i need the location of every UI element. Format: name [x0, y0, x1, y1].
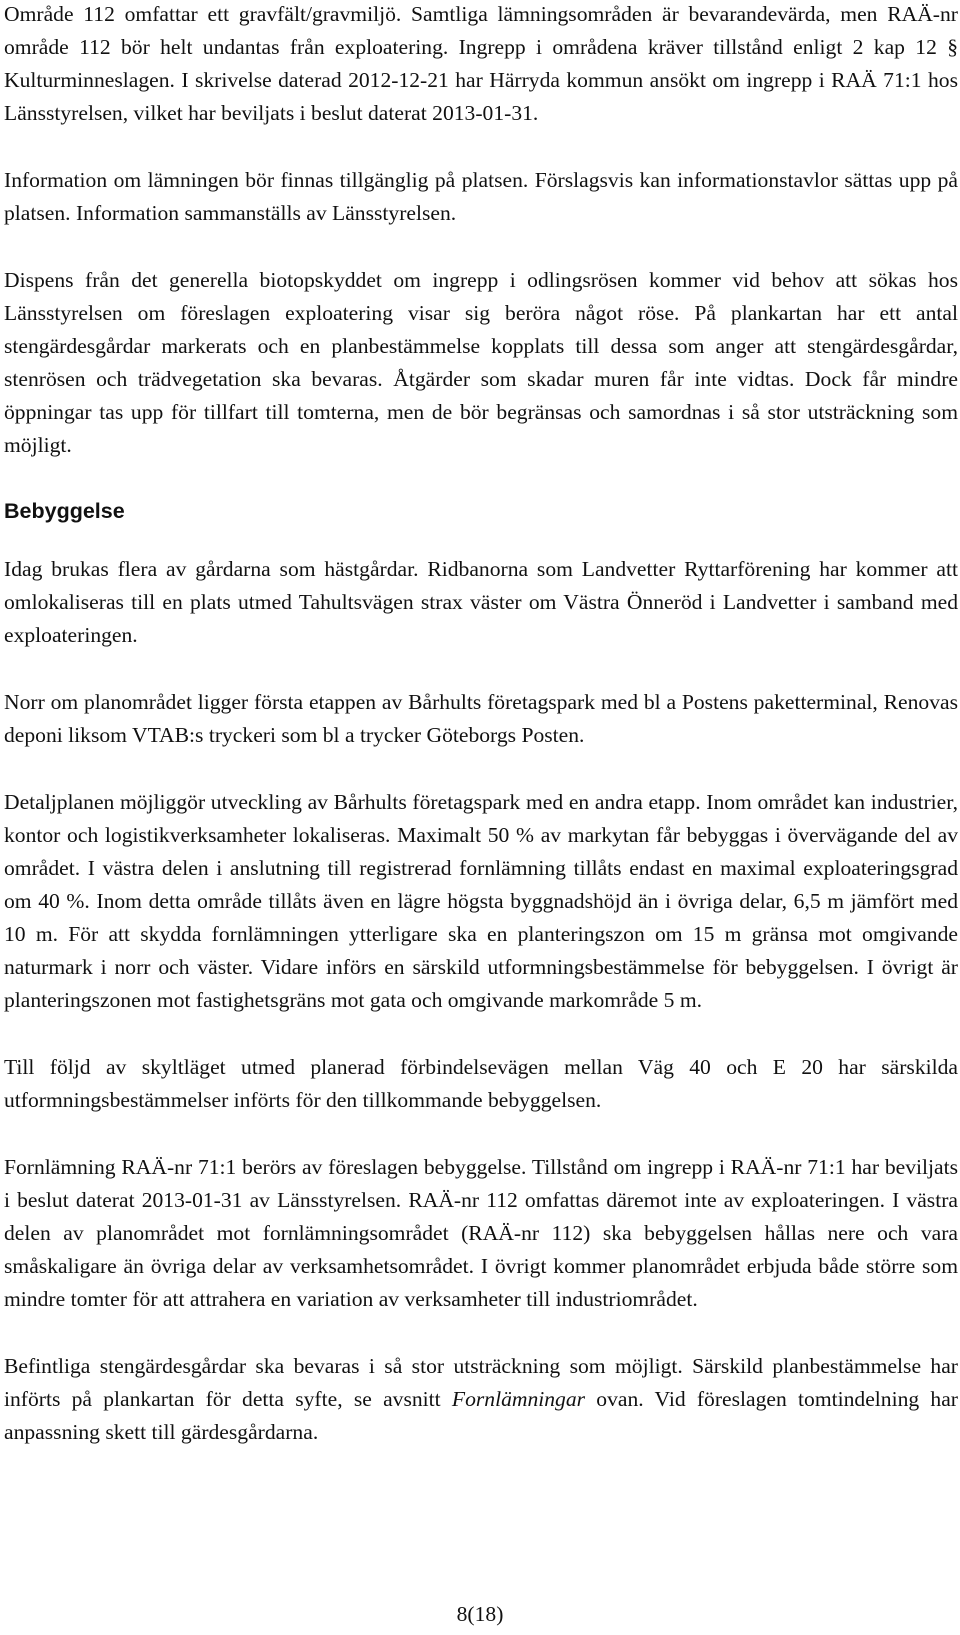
document-body: [4, 0, 958, 1483]
section-heading-bebyggelse: Bebyggelse: [4, 499, 125, 523]
paragraph-text-end: ovan. Vid föreslagen tomtindelning har anpassning skett till gärdesgårdarna.: [4, 1387, 958, 1444]
paragraph-information: Information om lämningen bör finnas tillgänglig på platsen. Förslagsvis kan informationstavlor sättas upp på platsen. Information sammanställs av Länsstyrelsen.: [4, 168, 958, 225]
paragraph-gravfalt: Område 112 omfattar ett gravfält/gravmiljö. Samtliga lämningsområden är bevarandevärda, men RAÄ-nr område 112 bör helt undantas från exploatering. Ingrepp i områdena kräver tillstånd enligt 2 kap 12 § Kulturminneslagen. I skrivelse daterad 2012-12-21 har Härryda kommun ansökt om ingrepp i RAÄ 71:1 hos Länsstyrelsen, vilket har beviljats i beslut daterat 2013-01-31.: [4, 2, 958, 125]
section-reference-fornlamningar: Fornlämningar: [451, 1387, 586, 1411]
page-number: 8(18): [456, 1602, 504, 1626]
paragraph-skyltlaget: Till följd av skyltläget utmed planerad förbindelsevägen mellan Väg 40 och E 20 har särskilda utformningsbestämmelser införts för den tillkommande bebyggelsen.: [4, 1055, 958, 1112]
paragraph-hastgardar: Idag brukas flera av gårdarna som hästgårdar. Ridbanorna som Landvetter Ryttarförening har kommer att omlokaliseras till en plats utmed Tahultsvägen strax väster om Västra Önneröd i Landvetter i samband med exploateringen.: [4, 557, 958, 647]
paragraph-dispens: Dispens från det generella biotopskyddet om ingrepp i odlingsrösen kommer vid behov att sökas hos Länsstyrelsen om föreslagen exploatering visar sig beröra något röse. På plankartan har ett antal stengärdesgårdar markerats och en planbestämmelse kopplats till dessa som anger att stengärdesgårdar, stenrösen och trädvegetation ska bevaras. Åtgärder som skadar muren får inte vidtas. Dock får mindre öppningar tas upp för tillfart till tomterna, men de bör begränsas och samordnas i så stor utsträckning som möjligt.: [4, 268, 958, 457]
paragraph-norr-om-planomradet: Norr om planområdet ligger första etappen av Bårhults företagspark med bl a Postens paketterminal, Renovas deponi liksom VTAB:s tryckeri som bl a trycker Göteborgs Posten.: [4, 690, 958, 747]
paragraph-text-start: Befintliga stengärdesgårdar ska bevaras i så stor utsträckning som möjligt. Särskild planbestämmelse har införts på plankartan för detta syfte, se avsnitt: [4, 1354, 958, 1411]
paragraph-detaljplanen: Detaljplanen möjliggör utveckling av Bårhults företagspark med en andra etapp. Inom området kan industrier, kontor och logistikverksamheter lokaliseras. Maximalt 50 % av markytan får bebyggas i övervägande del av området. I västra delen i anslutning till registrerad fornlämning tillåts endast en maximal exploateringsgrad om 40 %. Inom detta område tillåts även en lägre högsta byggnadshöjd än i övriga delar, 6,5 m jämfört med 10 m. För att skydda fornlämningen ytterligare ska en planteringszon om 15 m gränsa mot omgivande naturmark i norr och väster. Vidare införs en särskild utformningsbestämmelse för bebyggelsen. I övrigt är planteringszonen mot fastighetsgräns mot gata och omgivande markområde 5 m.: [4, 790, 958, 1012]
paragraph-fornlamning: Fornlämning RAÄ-nr 71:1 berörs av föreslagen bebyggelse. Tillstånd om ingrepp i RAÄ-nr 71:1 har beviljats i beslut daterat 2013-01-31 av Länsstyrelsen. RAÄ-nr 112 omfattas däremot inte av exploateringen. I västra delen av planområdet mot fornlämningsområdet (RAÄ-nr 112) ska bebyggelsen hållas nere och vara småskaligare än övriga delar av verksamhetsområdet. I övrigt kommer planområdet erbjuda både större som mindre tomter för att attrahera en variation av verksamheter till industriområdet.: [4, 1155, 958, 1311]
paragraph-stengardesgardar: [4, 1350, 958, 1449]
